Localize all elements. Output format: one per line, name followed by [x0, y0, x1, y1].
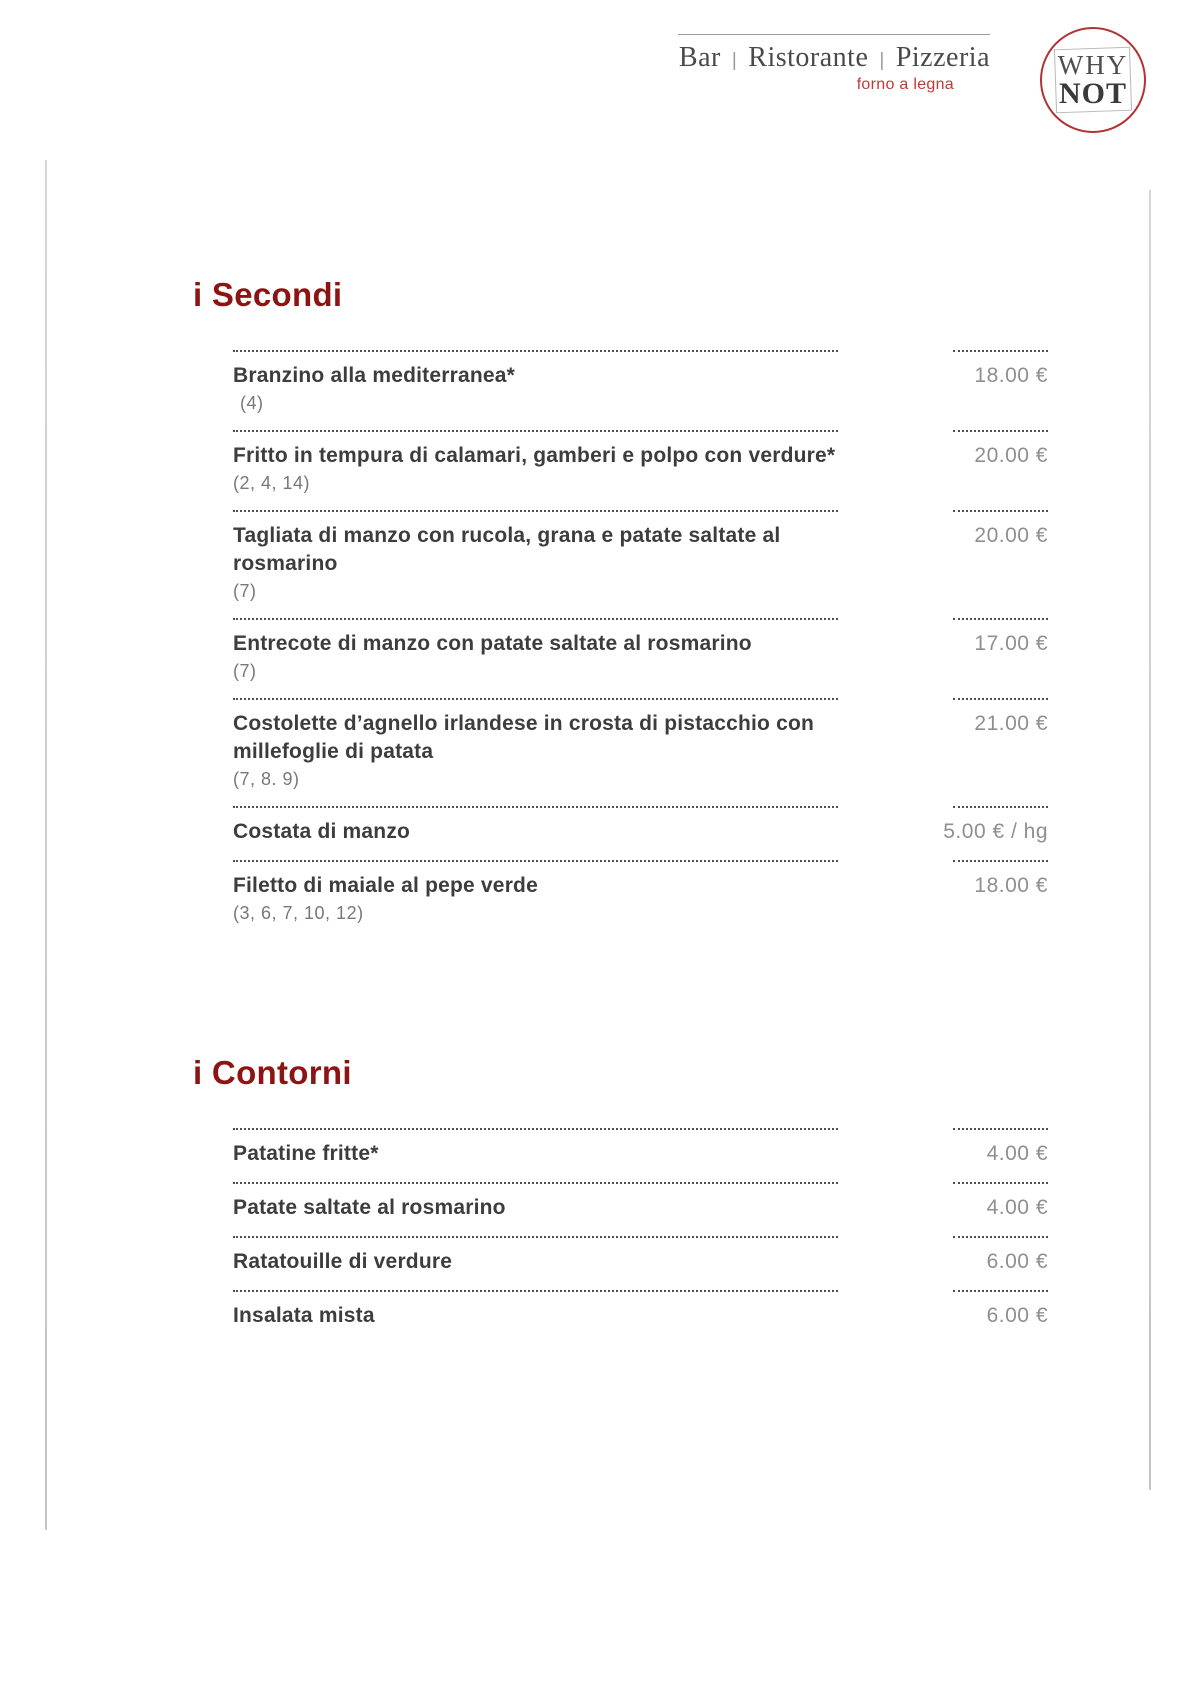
- item-price: 4.00 €: [986, 1142, 1048, 1165]
- menu-item: [233, 804, 1048, 846]
- item-name: Filetto di maiale al pepe verde: [233, 874, 538, 897]
- brand-word-bar: Bar: [678, 42, 721, 73]
- item-name: Costata di manzo: [233, 820, 411, 843]
- item-price: 5.00 € / hg: [943, 820, 1048, 843]
- menu-item: [233, 1126, 1048, 1168]
- dotted-divider: [233, 348, 1048, 352]
- menu-item: [233, 1288, 1048, 1330]
- menu-item: [233, 1180, 1048, 1222]
- item-name: Fritto in tempura di calamari, gamberi e polpo con verdure*: [233, 444, 836, 467]
- dotted-divider: [233, 696, 1048, 700]
- dotted-divider: [233, 1126, 1048, 1130]
- item-price: 17.00 €: [974, 632, 1048, 655]
- item-name: Entrecote di manzo con patate saltate al rosmarino: [233, 632, 752, 655]
- item-name: Ratatouille di verdure: [233, 1250, 453, 1273]
- logo-text-not: NOT: [1058, 76, 1127, 110]
- menu-item: [233, 348, 1048, 416]
- menu-item: [233, 508, 1048, 604]
- dotted-divider: [233, 804, 1048, 808]
- item-name: Insalata mista: [233, 1304, 375, 1327]
- section-title-contorni: i Contorni: [193, 1054, 352, 1091]
- item-price: 20.00 €: [974, 524, 1048, 547]
- item-price: 6.00 €: [986, 1304, 1048, 1327]
- dotted-divider: [233, 858, 1048, 862]
- brand-separator: |: [731, 50, 738, 71]
- item-price: 21.00 €: [974, 712, 1048, 735]
- item-allergens: (7, 8. 9): [233, 769, 300, 789]
- brand-word-ristorante: Ristorante: [748, 42, 869, 73]
- item-name: Branzino alla mediterranea*: [233, 364, 515, 387]
- item-allergens: (3, 6, 7, 10, 12): [233, 903, 364, 923]
- item-allergens: (7): [233, 581, 257, 601]
- dotted-divider: [233, 1180, 1048, 1184]
- dotted-divider: [233, 508, 1048, 512]
- item-price: 18.00 €: [974, 364, 1048, 387]
- menu-item: [233, 858, 1048, 926]
- menu-item: [233, 616, 1048, 684]
- brand-tagline: forno a legna: [856, 76, 954, 93]
- menu-item: [233, 1234, 1048, 1276]
- dotted-divider: [233, 428, 1048, 432]
- dotted-divider: [233, 1234, 1048, 1238]
- whynot-logo: [1040, 27, 1146, 133]
- item-price: 20.00 €: [974, 444, 1048, 467]
- item-allergens: (4): [240, 393, 264, 413]
- item-price: 6.00 €: [986, 1250, 1048, 1273]
- item-name: Patate saltate al rosmarino: [233, 1196, 506, 1219]
- item-name: Tagliata di manzo con rucola, grana e patate saltate al rosmarino: [233, 524, 781, 575]
- menu-item: [233, 696, 1048, 792]
- item-allergens: (7): [233, 661, 257, 681]
- brand-wordmark: [679, 42, 990, 74]
- menu-item: [233, 428, 1048, 496]
- brand-word-pizzeria: Pizzeria: [895, 42, 990, 73]
- brand-separator: |: [879, 50, 885, 71]
- dotted-divider: [233, 616, 1048, 620]
- item-name: Costolette d’agnello irlandese in crosta di pistacchio con millefoglie di patata: [233, 712, 815, 763]
- item-name: Patatine fritte*: [233, 1142, 379, 1165]
- section-title-secondi: i Secondi: [193, 276, 343, 313]
- item-allergens: (2, 4, 14): [233, 473, 311, 493]
- page-edge-left: [45, 160, 47, 1530]
- item-price: 4.00 €: [986, 1196, 1048, 1219]
- page-edge-right: [1149, 190, 1151, 1490]
- logo-text-why: WHY: [1057, 49, 1129, 80]
- dotted-divider: [233, 1288, 1048, 1292]
- menu-page: [193, 276, 1048, 1342]
- item-price: 18.00 €: [974, 874, 1048, 897]
- header-divider: [678, 34, 990, 35]
